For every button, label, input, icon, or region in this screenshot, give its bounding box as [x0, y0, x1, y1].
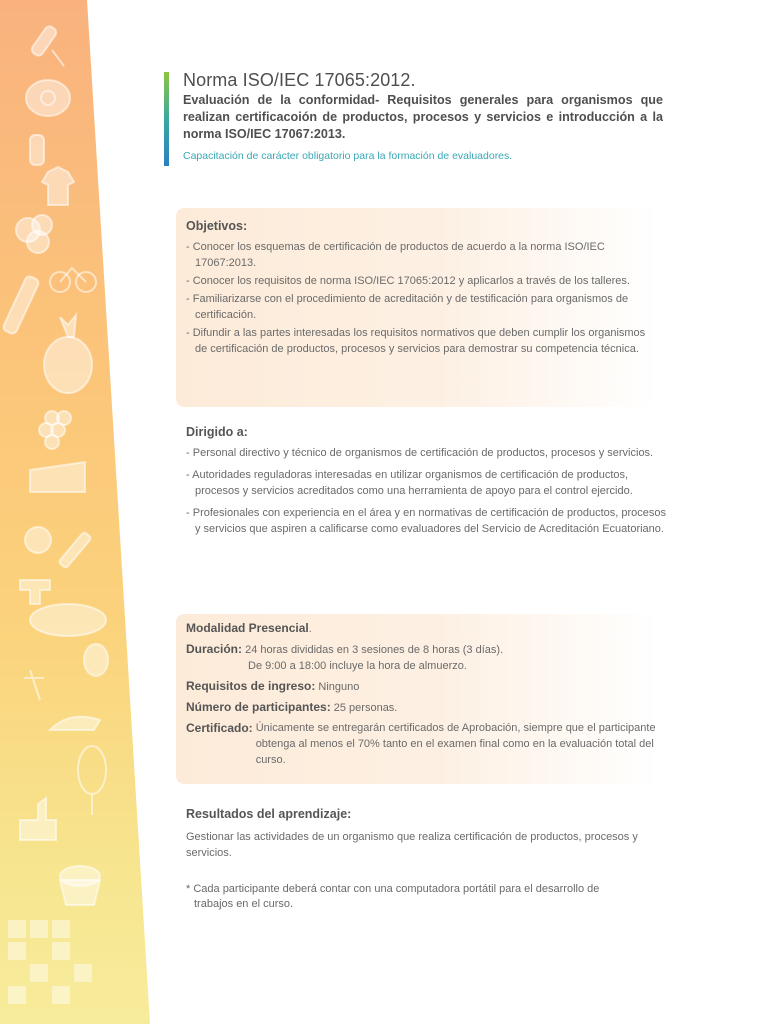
- dirigido-list: [176, 445, 666, 537]
- dirigido-section: [176, 425, 666, 539]
- modalidad-suffix: .: [308, 623, 312, 635]
- training-note: Capacitación de carácter obligatorio para la formación de evaluadores.: [183, 150, 513, 162]
- modalidad-row: [186, 620, 658, 637]
- bread-icon: [30, 604, 106, 636]
- certificado-label: Certificado:: [186, 721, 253, 735]
- document-subtitle: Evaluación de la conformidad- Requisitos generales para organismos que realizan certificacoión de productos, procesos y servicios e introducción a la norma ISO/IEC 17067:2013.: [183, 93, 663, 141]
- duracion-label: Duración:: [186, 642, 243, 656]
- high-heel-icon: [50, 717, 100, 730]
- faucet-icon: [20, 580, 50, 604]
- list-item: - Difundir a las partes interesadas los requisitos normativos que deben cumplir los organismos de certificación de productos, procesos y servicios para demostrar su competencia técnica.: [186, 325, 658, 357]
- product-illustrations: [0, 0, 150, 1024]
- bicycle-icon: [50, 268, 96, 292]
- footnote-line-1: * Cada participante deberá contar con una computadora portátil para el desarrollo de: [186, 883, 600, 895]
- certificado-value: Únicamente se entregarán certificados de Aprobación, siempre que el participante obtenga al menos el 70% tanto en el examen final como en la evaluación total del curso.: [255, 722, 656, 766]
- section-heading: Objetivos:: [186, 219, 248, 233]
- bottle-icon: [30, 135, 44, 165]
- ham-icon: [26, 80, 70, 116]
- apple-icon: [25, 527, 51, 553]
- duracion-value: 24 horas divididas en 3 sesiones de 8 horas (3 días).: [245, 644, 504, 656]
- thumbs-up-icon: [20, 798, 56, 840]
- cupcake-icon: [60, 866, 100, 905]
- detalles-section: [176, 614, 658, 784]
- decorative-side-band: [0, 0, 150, 1024]
- objetivos-section: [176, 208, 658, 407]
- syringe-icon: [58, 531, 91, 568]
- brush-icon: [30, 24, 64, 66]
- section-heading: Resultados del aprendizaje:: [186, 807, 352, 821]
- cauliflower-icon: [16, 215, 52, 253]
- section-heading: Dirigido a:: [186, 425, 248, 439]
- requisitos-row: [186, 678, 658, 695]
- corkscrew-icon: [24, 670, 44, 700]
- whisk-icon: [78, 746, 106, 815]
- grid-tiles-icon: [8, 920, 92, 1004]
- shirt-icon: [42, 167, 74, 205]
- footnote-line-2: trabajos en el curso.: [194, 898, 294, 910]
- list-item: - Conocer los requisitos de norma ISO/IEC 17065:2012 y aplicarlos a través de los talleres.: [186, 273, 658, 289]
- grapes-icon: [39, 411, 71, 449]
- footnote: [176, 882, 666, 912]
- participantes-label: Número de participantes:: [186, 700, 331, 714]
- participantes-row: [186, 699, 658, 716]
- duracion-value-2: De 9:00 a 18:00 incluye la hora de almuerzo.: [248, 660, 467, 672]
- certificado-row: [186, 720, 658, 768]
- resultados-section: [176, 807, 666, 861]
- list-item: - Conocer los esquemas de certificación de productos de acuerdo a la norma ISO/IEC 17067:2013.: [186, 239, 658, 271]
- list-item: - Profesionales con experiencia en el área y en normativas de certificación de productos, procesos y servicios que aspiren a calificarse como evaluadores del Servicio de Acreditación Ecuatoriano.: [186, 505, 666, 537]
- participantes-value: 25 personas.: [333, 702, 398, 714]
- resultados-text: Gestionar las actividades de un organismo que realiza certificación de productos, procesos y servicios.: [186, 831, 638, 859]
- toilet-paper-icon: [84, 644, 108, 676]
- duracion-row: [186, 641, 658, 658]
- modalidad-label: Modalidad Presencial: [186, 621, 309, 635]
- accent-bar: [164, 72, 169, 166]
- requisitos-label: Requisitos de ingreso:: [186, 679, 316, 693]
- list-item: - Autoridades reguladoras interesadas en utilizar organismos de certificación de productos, procesos y servicios acreditados como una herramienta de apoyo para el control ejercido.: [186, 467, 666, 499]
- document-title: Norma ISO/IEC 17065:2012.: [183, 70, 416, 90]
- pineapple-icon: [44, 315, 92, 393]
- list-item: - Familiarizarse con el procedimiento de acreditación y de testificación para organismos de certificación.: [186, 291, 658, 323]
- cheese-icon: [30, 462, 85, 492]
- list-item: - Personal directivo y técnico de organismos de certificación de productos, procesos y servicios.: [186, 445, 666, 461]
- objetivos-list: [176, 239, 658, 357]
- wine-bottle-icon: [2, 275, 40, 335]
- requisitos-value: Ninguno: [318, 681, 360, 693]
